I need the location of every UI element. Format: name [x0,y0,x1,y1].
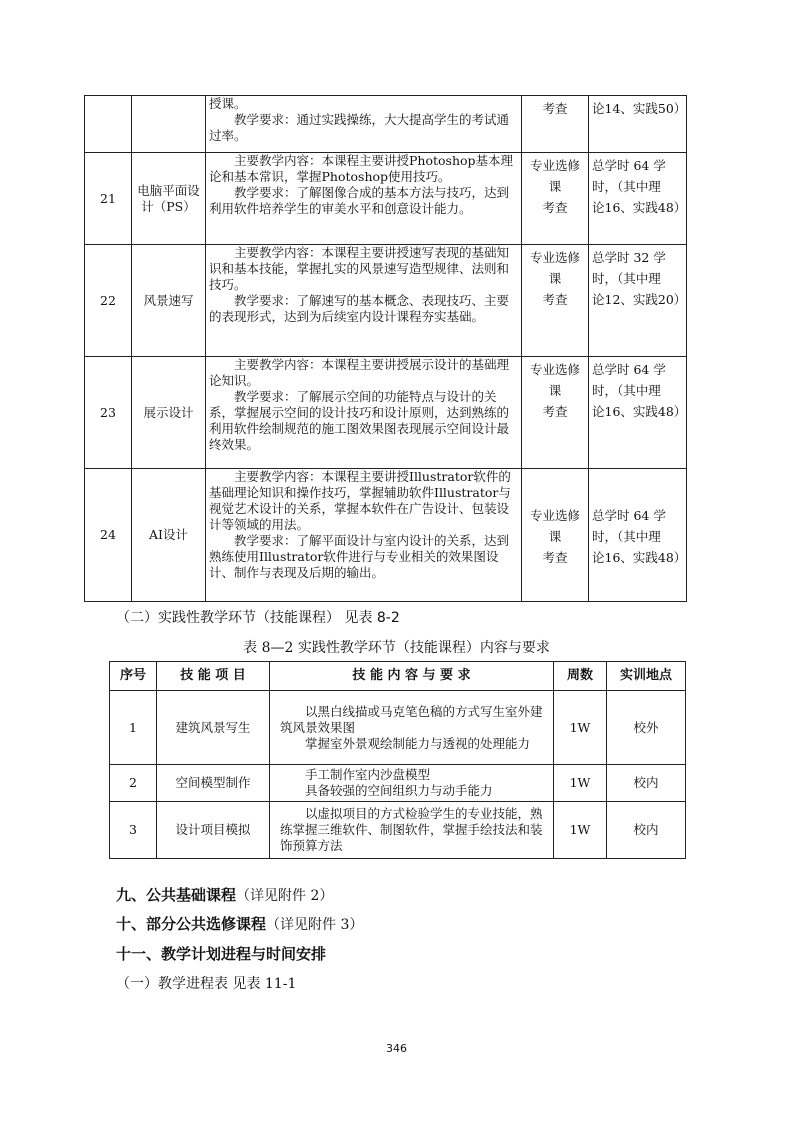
skill-location: 校外 [607,691,686,765]
header-location: 实训地点 [607,662,686,691]
skill-weeks: 1W [554,802,607,859]
header-number: 序号 [110,662,157,691]
skills-table [109,661,686,859]
skill-number: 3 [110,802,157,859]
course-number: 23 [85,357,132,469]
course-hours: 总学时 32 学 时，（其中理 论12、实践20） [589,245,687,357]
skill-weeks: 1W [554,765,607,802]
table-row [110,691,686,765]
course-content: 授课。 教学要求：通过实践操练，大大提高学生的考试通过率。 [206,96,522,153]
table-row [85,245,687,357]
table-row [110,802,686,859]
table-row [85,96,687,153]
course-content: 主要教学内容：本课程主要讲授展示设计的基础理论知识。 教学要求：了解展示空间的功能特点与设计的关系，掌握展示空间的设计技巧和设计原则，达到熟练的利用软件绘制规范的施工图效果图表现展示空间设计最终效果。 [206,357,522,469]
skill-number: 1 [110,691,157,765]
skill-location: 校内 [607,765,686,802]
course-name: 电脑平面设计（PS） [132,153,206,245]
subheading-teaching-progress: （一）教学进程表 见表 11-1 [116,976,297,992]
course-name: AI设计 [132,469,206,602]
course-content: 主要教学内容：本课程主要讲授Photoshop基本理论和基本常识，掌握Photoshop使用技巧。 教学要求：了解图像合成的基本方法与技巧，达到利用软件培养学生的审美水平和创意设计能力。 [206,153,522,245]
course-type: 专业选修 课 考查 [522,153,589,245]
course-name [132,96,206,153]
course-content: 主要教学内容：本课程主要讲授Illustrator软件的基础理论知识和操作技巧，掌握辅助软件Illustrator与视觉艺术设计的关系，掌握本软件在广告设计、包装设计等领域的用法。 教学要求：了解平面设计与室内设计的关系，达到熟练使用Illustrator软件进行与专业相关的效果图设计、制作与表现及后期的输出。 [206,469,522,602]
course-hours: 总学时 64 学 时，（其中理 论16、实践48） [589,469,687,602]
section-practice-heading: （二）实践性教学环节（技能课程） 见表 8-2 [116,610,400,626]
course-name: 风景速写 [132,245,206,357]
table-row [85,153,687,245]
course-number: 22 [85,245,132,357]
course-type: 考查 [522,96,589,153]
course-hours: 总学时 64 学 时，（其中理 论16、实践48） [589,153,687,245]
heading-public-basic-courses: 九、公共基础课程（详见附件 2） [116,886,334,904]
course-type: 专业选修 课 考查 [522,245,589,357]
skill-item: 建筑风景写生 [157,691,270,765]
heading-teaching-schedule: 十一、教学计划进程与时间安排 [116,945,327,963]
course-hours: 总学时 64 学 时，（其中理 论16、实践48） [589,357,687,469]
page-number: 346 [386,1042,407,1055]
table-row [85,357,687,469]
course-hours: 论14、实践50） [589,96,687,153]
course-type: 专业选修 课 考查 [522,469,589,602]
course-name: 展示设计 [132,357,206,469]
skill-location: 校内 [607,802,686,859]
skill-item: 设计项目模拟 [157,802,270,859]
course-number: 24 [85,469,132,602]
header-weeks: 周数 [554,662,607,691]
skill-item: 空间模型制作 [157,765,270,802]
skill-content: 以黑白线描或马克笔色稿的方式写生室外建筑风景效果图 掌握室外景观绘制能力与透视的处理能力 [270,691,554,765]
heading-public-elective-courses: 十、部分公共选修课程（详见附件 3） [116,915,364,933]
table-header-row [110,662,686,691]
skill-content: 手工制作室内沙盘模型 具备较强的空间组织力与动手能力 [270,765,554,802]
table-caption: 表 8—2 实践性教学环节（技能课程）内容与要求 [243,640,550,656]
header-skill-content: 技 能 内 容 与 要 求 [270,662,554,691]
skill-content: 以虚拟项目的方式检验学生的专业技能，熟练掌握三维软件、制图软件，掌握手绘技法和装饰预算方法 [270,802,554,859]
course-number [85,96,132,153]
course-content: 主要教学内容：本课程主要讲授速写表现的基础知识和基本技能，掌握扎实的风景速写造型规律、法则和技巧。 教学要求：了解速写的基本概念、表现技巧、主要的表现形式，达到为后续室内设计课程夯实基础。 [206,245,522,357]
table-row [85,469,687,602]
skill-weeks: 1W [554,691,607,765]
course-number: 21 [85,153,132,245]
table-row [110,765,686,802]
course-type: 专业选修 课 考查 [522,357,589,469]
course-table [84,95,687,602]
header-skill-item: 技 能 项 目 [157,662,270,691]
skill-number: 2 [110,765,157,802]
